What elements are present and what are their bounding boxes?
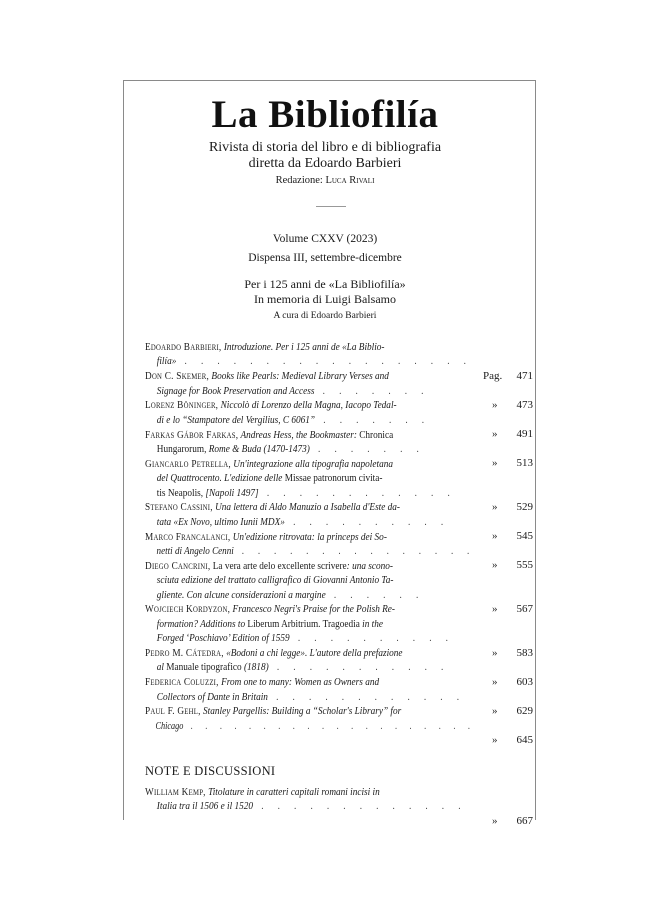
toc-title-text: Liberum Arbitrium. Tragoedia xyxy=(247,617,360,630)
toc-page-mark: » xyxy=(492,457,498,470)
toc-author: Wojciech Kordyzon, xyxy=(145,603,231,616)
toc-title-text: La vera arte delo excellente scrivere xyxy=(210,559,347,572)
toc-page-mark: Pag. xyxy=(483,369,503,382)
toc-entry-line xyxy=(145,369,475,383)
toc-title-text: Niccolò di Lorenzo della Magna, Iacopo Tedal- xyxy=(218,399,397,412)
toc-leader-dots: . . . . . . . . . . . . . . . . . . xyxy=(176,355,472,368)
toc-title-text: in the xyxy=(359,617,383,630)
toc-title-text: Un'edizione ritrovata: la princeps dei So- xyxy=(230,530,387,543)
toc-author: Giancarlo Petrella, xyxy=(145,457,231,470)
toc-title-text: [Napoli 1497] xyxy=(205,486,259,499)
redazione-label: Redazione: xyxy=(275,175,323,186)
curator: A cura di Edoardo Barbieri xyxy=(273,311,377,321)
toc-page-number: 555 xyxy=(516,559,533,572)
toc-title-text: filía» xyxy=(156,355,177,368)
toc-page-mark: » xyxy=(492,734,498,747)
toc-entry-line xyxy=(145,660,475,674)
toc-entry-line xyxy=(145,413,475,427)
toc-title-text: tis Neapolis, xyxy=(156,486,206,499)
toc-page-number: 567 xyxy=(516,602,533,615)
toc-page-mark: » xyxy=(492,500,498,513)
table-of-contents xyxy=(145,340,537,747)
toc-author: Stefano Cassini, xyxy=(145,501,213,514)
toc-leader-dots: . . . . . . . . . . xyxy=(284,515,450,528)
toc-title-text: Italia tra il 1506 e il 1520 xyxy=(156,800,253,813)
toc-page-mark: » xyxy=(492,646,498,659)
toc-page-mark: » xyxy=(492,530,498,543)
toc-page-number: 645 xyxy=(516,734,533,747)
toc-entry-line xyxy=(145,573,475,587)
toc-title-text: al xyxy=(156,661,167,674)
journal-subtitle: Rivista di storia del libro e di bibliografia xyxy=(208,140,442,155)
toc-author: Paul F. Gehl, xyxy=(145,705,201,718)
toc-entry-line xyxy=(145,690,475,704)
toc-page-mark: » xyxy=(492,559,498,572)
toc-entry-line xyxy=(145,457,475,471)
toc-title-text: Books like Pearls: Medieval Library Verses and xyxy=(209,370,389,383)
toc-title-text: del Quattrocento. L'edizione delle xyxy=(156,472,285,485)
toc-leader-dots: . . . . . . . xyxy=(309,443,425,456)
toc-page-number: 529 xyxy=(516,500,533,513)
toc-page-number: 667 xyxy=(516,814,533,827)
toc-entry-line xyxy=(145,617,475,631)
toc-entry xyxy=(145,704,537,747)
toc-entry-line xyxy=(145,398,475,412)
toc-entry-line xyxy=(145,785,475,799)
toc-title-text: Stanley Pargellis: Building a “Scholar's Library” for xyxy=(200,705,402,718)
toc-title-text: Titolature in caratteri capitali romani incisi in xyxy=(205,786,380,798)
toc-leader-dots: . . . . . . . . . . . . . xyxy=(252,800,467,813)
toc-title-text: gliente. Con alcune considerazioni a margine xyxy=(156,588,326,601)
toc-entry-line xyxy=(145,544,476,558)
dispensa-info: Dispensa III, settembre-dicembre xyxy=(248,252,402,264)
toc-leader-dots: . . . . . . . . . . . xyxy=(268,661,450,674)
toc-title-text: formation? Additions to xyxy=(156,617,248,630)
toc-title-text: Introduzione. Per i 125 anni de «La Biblio- xyxy=(221,341,385,353)
toc-entry-line xyxy=(145,646,475,660)
toc-title-text: tata «Ex Novo, ultimo Iunii MDX» xyxy=(156,515,285,528)
toc-page-mark: » xyxy=(492,814,498,827)
section-title: NOTE E DISCUSSIONI xyxy=(145,764,276,778)
toc-leader-dots: . . . . . . . . . . xyxy=(289,632,454,645)
toc-entry-line xyxy=(145,471,475,485)
table-of-contents-notes xyxy=(145,785,537,827)
toc-page-mark: » xyxy=(492,428,498,441)
toc-leader-dots: . . . . . . . xyxy=(314,384,430,397)
toc-page-mark: » xyxy=(492,675,498,688)
toc-page-number: 583 xyxy=(516,646,533,659)
toc-leader-dots: . . . . . . . . . . . . . . . . . . . . xyxy=(183,719,476,732)
toc-page-number: 603 xyxy=(516,675,533,688)
toc-page-mark: » xyxy=(492,398,498,411)
toc-title-text: «Bodoni a chi legge». L'autore della prefazione xyxy=(223,647,403,660)
toc-leader-dots: . . . . . . . . . . . . . . . xyxy=(233,545,476,558)
redazione xyxy=(0,175,650,186)
toc-leader-dots: . . . . . . xyxy=(325,588,425,601)
toc-entry-line xyxy=(145,515,475,529)
toc-page-number: 513 xyxy=(516,457,533,470)
toc-entry-line xyxy=(145,559,475,573)
toc-title-text: : una scono- xyxy=(346,559,393,572)
toc-page-number: 473 xyxy=(516,398,533,411)
toc-title-text: di e lo “Stampatore del Vergilius, C 6061” xyxy=(156,413,316,426)
divider xyxy=(316,206,346,207)
toc-author: William Kemp, xyxy=(145,786,206,798)
dedication-line-1: Per i 125 anni de «La Bibliofilía» xyxy=(244,277,406,291)
volume-info: Volume CXXV (2023) xyxy=(272,233,378,245)
toc-title-text: From one to many: Women as Owners and xyxy=(218,676,380,689)
toc-entry-line xyxy=(145,530,475,544)
toc-title-text: Signage for Book Preservation and Access xyxy=(156,384,315,397)
toc-entry-line xyxy=(145,428,475,442)
toc-entry-line xyxy=(145,442,475,456)
toc-author: Don C. Skemer, xyxy=(145,370,210,383)
toc-title-text: Francesco Negri's Praise for the Polish Re- xyxy=(230,603,396,616)
toc-title-text: netti di Angelo Cenni xyxy=(156,545,234,558)
redazione-name: Luca Rivali xyxy=(325,175,375,186)
toc-entry-line xyxy=(145,719,476,733)
toc-entry-line xyxy=(145,588,475,602)
toc-author: Lorenz Böninger, xyxy=(145,399,219,412)
toc-title-text: Hungarorum, xyxy=(156,443,209,456)
toc-title-text: Forged ‘Poschiavo’ Edition of 1559 xyxy=(156,632,290,645)
toc-page-mark: » xyxy=(492,704,498,717)
dedication-line-2: In memoria di Luigi Balsamo xyxy=(254,292,396,306)
toc-entry-line xyxy=(145,602,475,616)
toc-entry-line xyxy=(145,384,475,398)
toc-leader-dots: . . . . . . . xyxy=(315,413,430,426)
toc-entry-line xyxy=(145,340,475,354)
toc-author: Edoardo Barbieri, xyxy=(145,341,222,353)
toc-author: Federica Coluzzi, xyxy=(145,676,219,689)
toc-page-number: 491 xyxy=(516,428,533,441)
toc-author: Pedro M. Cátedra, xyxy=(145,647,224,660)
toc-entry-line xyxy=(145,500,475,514)
toc-title-text: sciuta edizione del trattato calligrafico di Giovanni Antonio Ta- xyxy=(156,574,394,587)
journal-editor: diretta da Edoardo Barbieri xyxy=(248,156,402,171)
toc-entry-line xyxy=(145,675,475,689)
toc-title-text: Manuale tipografico xyxy=(166,661,242,674)
toc-title-text: Chicago xyxy=(155,719,184,732)
toc-leader-dots: . . . . . . . . . . . . xyxy=(267,690,465,703)
toc-entry-line xyxy=(145,704,475,718)
toc-title-text: Chronica xyxy=(359,428,394,441)
toc-title-text: (1818) xyxy=(241,661,269,674)
toc-page-number: 629 xyxy=(516,704,533,717)
journal-title: La Bibliofilía xyxy=(211,93,439,136)
toc-author: Diego Cancrini, xyxy=(145,559,211,572)
toc-entry-line xyxy=(145,354,475,368)
toc-page-mark: » xyxy=(492,602,498,615)
toc-entry-line xyxy=(145,631,475,645)
toc-title-text: Collectors of Dante in Britain xyxy=(156,690,268,703)
toc-title-text: Andreas Hess, the Bookmaster: xyxy=(238,428,360,441)
toc-title-text: Missae patronorum civita- xyxy=(284,472,383,485)
toc-page-number: 545 xyxy=(516,530,533,543)
toc-title-text: Rome & Buda (1470-1473) xyxy=(208,443,310,456)
toc-entry xyxy=(145,785,537,827)
toc-entry-line xyxy=(145,486,475,500)
toc-entry-line xyxy=(145,799,475,813)
toc-title-text: Un'integrazione alla tipografia napoletana xyxy=(230,457,393,470)
toc-title-text: Una lettera di Aldo Manuzio a Isabella d'Este da- xyxy=(212,501,401,514)
toc-page-number: 471 xyxy=(516,369,533,382)
toc-leader-dots: . . . . . . . . . . . . xyxy=(258,486,456,499)
toc-author: Marco Francalanci, xyxy=(145,530,231,543)
toc-author: Farkas Gábor Farkas, xyxy=(145,428,239,441)
